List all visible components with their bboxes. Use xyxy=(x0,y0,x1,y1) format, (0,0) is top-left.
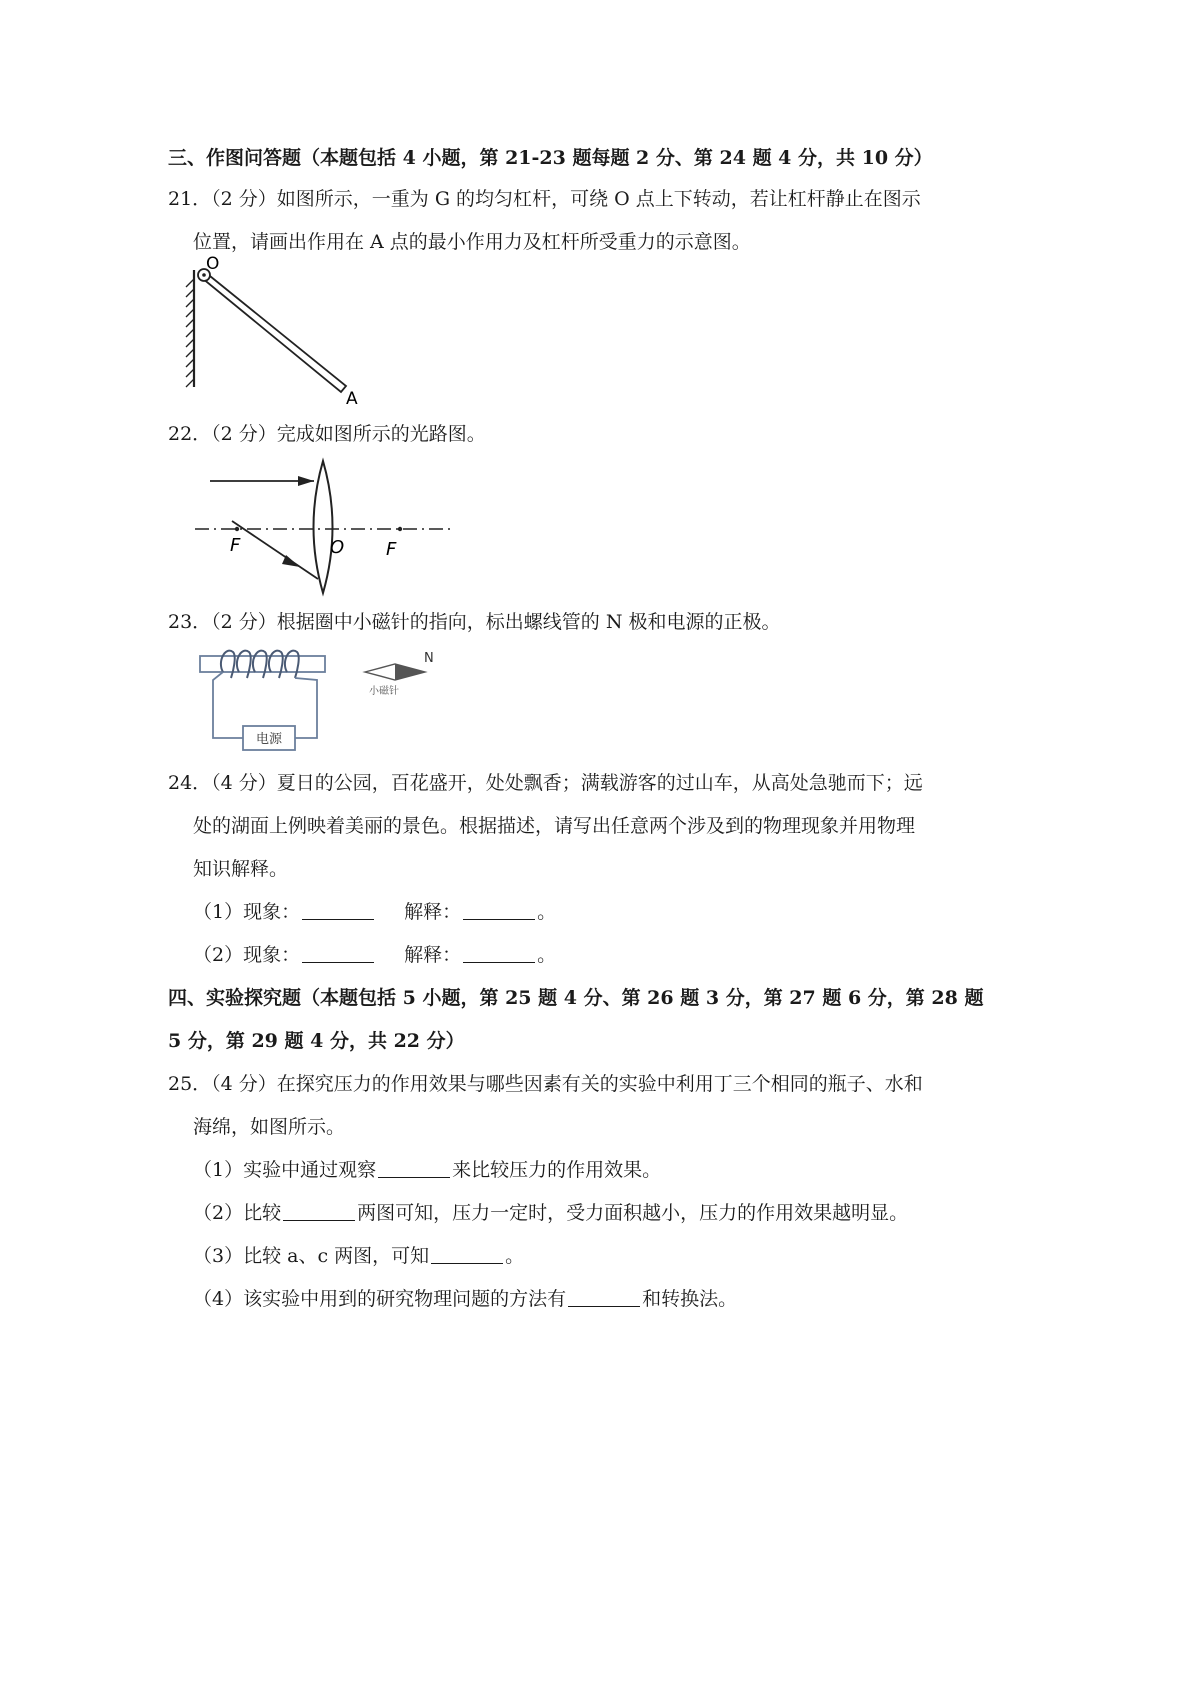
q24-text-line1: 24．（4 分）夏日的公园，百花盛开，处处飘香；满载游客的过山车，从高处急驰而下；远 xyxy=(168,772,923,794)
solenoid-diagram xyxy=(195,642,445,757)
q21-text-line1: 21．（2 分）如图所示，一重为 G 的均匀杠杆，可绕 O 点上下转动，若让杠杆静止在图示 xyxy=(168,188,921,210)
wall-hatching xyxy=(186,279,194,387)
q24-answer-1 xyxy=(193,899,556,925)
q25-s4-blank[interactable] xyxy=(568,1288,640,1307)
q25-sub-4 xyxy=(193,1286,737,1312)
q25-s1-pre: （1）实验中通过观察 xyxy=(193,1159,377,1181)
q24-a1-end: 。 xyxy=(537,901,557,923)
q25-s3-blank[interactable] xyxy=(431,1245,503,1264)
focal-point-left xyxy=(235,527,239,531)
q25-s3-pre: （3）比较 a、c 两图，可知 xyxy=(193,1245,430,1267)
q24-a2-end: 。 xyxy=(537,944,557,966)
convex-lens xyxy=(314,461,333,593)
q23-text-line1: 23．（2 分）根据圈中小磁针的指向，标出螺线管的 N 极和电源的正极。 xyxy=(168,611,781,633)
q24-a1-explanation-blank[interactable] xyxy=(463,901,535,920)
q25-sub-3 xyxy=(193,1243,524,1269)
arrowhead-parallel xyxy=(298,476,314,486)
compass-needle-north xyxy=(395,664,425,680)
q24-a2-mid: 解释： xyxy=(404,944,462,966)
q22-text-line1: 22．（2 分）完成如图所示的光路图。 xyxy=(168,423,486,445)
section4-heading-line1: 四、实验探究题（本题包括 5 小题，第 25 题 4 分、第 26 题 3 分，第 27 题 6 分，第 28 题 xyxy=(168,987,984,1009)
q24-text-line3: 知识解释。 xyxy=(193,858,289,880)
q25-s1-post: 来比较压力的作用效果。 xyxy=(452,1159,662,1181)
q25-s4-pre: （4）该实验中用到的研究物理问题的方法有 xyxy=(193,1288,567,1310)
q25-s2-blank[interactable] xyxy=(283,1202,355,1221)
q25-s2-post: 两图可知，压力一定时，受力面积越小，压力的作用效果越明显。 xyxy=(357,1202,909,1224)
q24-a2-prefix: （2）现象： xyxy=(193,944,301,966)
section4-heading-line2: 5 分，第 29 题 4 分，共 22 分） xyxy=(168,1030,465,1052)
label-o: O xyxy=(206,254,220,274)
lens-diagram xyxy=(190,455,460,600)
label-needle: 小磁针 xyxy=(369,686,399,697)
solenoid-core xyxy=(200,656,325,672)
q25-sub-1 xyxy=(193,1157,661,1183)
q24-answer-2 xyxy=(193,942,556,968)
q25-text-line2: 海绵，如图所示。 xyxy=(193,1116,346,1138)
q25-s4-post: 和转换法。 xyxy=(642,1288,738,1310)
solenoid-coils xyxy=(221,651,299,678)
q24-a1-phenomenon-blank[interactable] xyxy=(302,901,374,920)
label-o-lens: O xyxy=(330,537,345,558)
lever-diagram xyxy=(180,254,370,409)
label-a: A xyxy=(346,389,358,409)
wire-right xyxy=(293,678,317,738)
q24-a2-phenomenon-blank[interactable] xyxy=(302,944,374,963)
q24-a2-explanation-blank[interactable] xyxy=(463,944,535,963)
q21-text-line2: 位置，请画出作用在 A 点的最小作用力及杠杆所受重力的示意图。 xyxy=(193,231,751,253)
q24-text-line2: 处的湖面上例映着美丽的景色。根据描述，请写出任意两个涉及到的物理现象并用物理 xyxy=(193,815,916,837)
q24-a1-prefix: （1）现象： xyxy=(193,901,301,923)
q24-a1-mid: 解释： xyxy=(404,901,462,923)
q25-s2-pre: （2）比较 xyxy=(193,1202,282,1224)
q25-sub-2 xyxy=(193,1200,908,1226)
q25-s3-post: 。 xyxy=(505,1245,525,1267)
focal-point-right xyxy=(398,527,402,531)
label-f-left: F xyxy=(230,535,241,556)
section3-heading: 三、作图问答题（本题包括 4 小题，第 21-23 题每题 2 分、第 24 题 4 分，共 10 分） xyxy=(168,147,933,169)
q25-s1-blank[interactable] xyxy=(378,1159,450,1178)
q25-text-line1: 25．（4 分）在探究压力的作用效果与哪些因素有关的实验中利用丁三个相同的瓶子、水和 xyxy=(168,1073,923,1095)
label-power: 电源 xyxy=(255,732,283,747)
label-f-right: F xyxy=(386,539,397,560)
label-n: N xyxy=(424,651,434,666)
lever-bar xyxy=(202,272,346,392)
